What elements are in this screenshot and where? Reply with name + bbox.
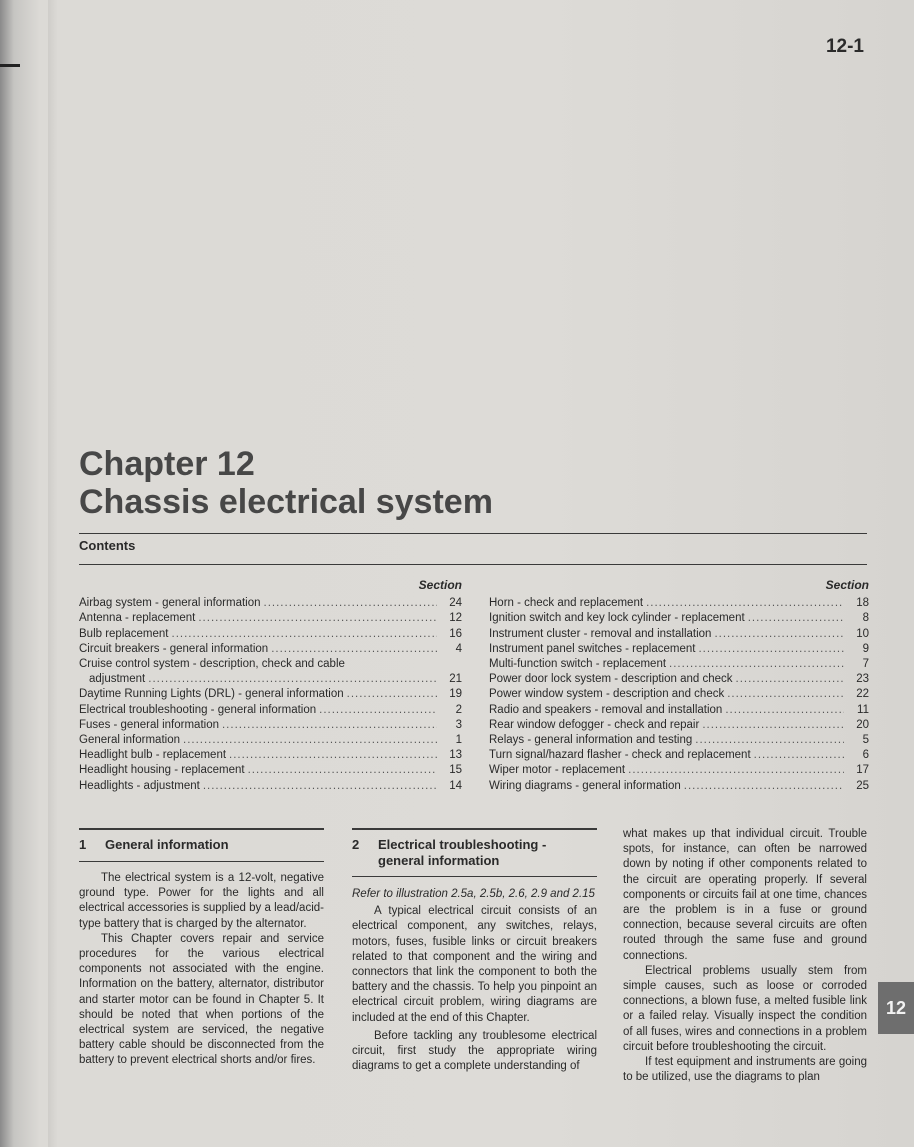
toc-entry: Instrument panel switches - replacement ..... 9 [489,642,869,657]
toc-entry: Wiring diagrams - general information ..... 25 [489,779,869,794]
paragraph: Before tackling any troublesome electrical circuit, first study the appropriate wiring diagrams to get a complete understanding of [352,1029,597,1073]
toc-entry: Bulb replacement ..... 16 [79,627,462,642]
paragraph: Electrical problems usually stem from simple causes, such as loose or corroded connections, a blown fuse, a melted fusible link or a failed relay. Visually inspect the condition of all fuses, wires and connections in a problem circuit before troubleshooting the circuit. [623,964,867,1053]
title-rule [79,533,867,534]
chapter-title: Chassis electrical system [79,483,493,521]
section2-top-rule [352,828,597,830]
toc-entry: Horn - check and replacement ..... 18 [489,596,869,611]
toc-entry: Radio and speakers - removal and installation ..... 11 [489,703,869,718]
toc-entry: Cruise control system - description, check and cable [79,658,345,671]
toc-right-column [489,578,869,794]
toc-entry: Electrical troubleshooting - general information ..... 2 [79,703,462,718]
toc-entry: Antenna - replacement ..... 12 [79,611,462,626]
section2-bottom-rule [352,876,597,877]
section2-title-line2: general information [378,853,500,868]
toc-entry: Fuses - general information ..... 3 [79,718,462,733]
page-edge-mark [0,64,20,67]
section1-top-rule [79,828,324,830]
contents-label: Contents [79,538,136,553]
toc-entry: Relays - general information and testing ..... 5 [489,733,869,748]
illustration-reference: Refer to illustration 2.5a, 2.5b, 2.6, 2.9 and 2.15 [352,888,595,900]
toc-entry: Instrument cluster - removal and installation ..... 10 [489,627,869,642]
binding-shadow [48,0,58,1147]
toc-entry: adjustment ..... 21 [79,672,462,687]
toc-entry: General information ..... 1 [79,733,462,748]
section2-number: 2 [352,837,360,852]
toc-entry: Headlights - adjustment ..... 14 [79,779,462,794]
chapter-number: Chapter 12 [79,445,255,483]
contents-rule [79,564,867,565]
toc-entry: Daytime Running Lights (DRL) - general information ..... 19 [79,687,462,702]
section2-title-line1: Electrical troubleshooting - [378,837,547,852]
paragraph: The electrical system is a 12-volt, negative ground type. Power for the lights and all electrical accessories is supplied by a lead/acid-type battery that is charged by the alternator. [79,872,324,930]
toc-section-header: Section [418,578,462,592]
toc-entry: Multi-function switch - replacement ..... 7 [489,657,869,672]
toc-entry: Power window system - description and check ..... 22 [489,687,869,702]
toc-entry: Headlight housing - replacement ..... 15 [79,763,462,778]
paragraph: what makes up that individual circuit. Trouble spots, for instance, can often be narrowed down by noting if other components related to the circuit are operating properly. If several components or circuits fail at one time, chances are the problem is in a fuse or ground connection, because several circuits are often routed through the same fuse and ground connections. [623,828,867,962]
page-number: 12-1 [825,36,864,57]
section2-heading [352,837,546,869]
section1-heading [79,837,229,853]
toc-entry: Wiper motor - replacement ..... 17 [489,763,869,778]
toc-entry: Rear window defogger - check and repair ..... 20 [489,718,869,733]
toc-entry: Headlight bulb - replacement ..... 13 [79,748,462,763]
section2-body-continued [623,827,867,1085]
toc-section-header: Section [825,578,869,592]
toc-entry: Power door lock system - description and check ..... 23 [489,672,869,687]
section2-body [352,887,597,1074]
chapter-tab: 12 [878,982,914,1034]
chapter-heading [79,445,493,521]
toc-entry: Circuit breakers - general information ..... 4 [79,642,462,657]
section1-number: 1 [79,837,87,852]
toc-entry: Airbag system - general information ..... 24 [79,596,462,611]
section1-body [79,871,324,1069]
section1-title: General information [105,837,229,852]
section1-bottom-rule [79,861,324,862]
paragraph: If test equipment and instruments are going to be utilized, use the diagrams to plan [623,1056,867,1084]
paragraph: This Chapter covers repair and service procedures for the various electrical components not associated with the engine. Information on the battery, alternator, distributor and starter motor can be found in Chapter 5. It should be noted that when portions of the electrical system are serviced, the negative battery cable should be disconnected from the battery to prevent electrical shorts and/or fires. [79,932,324,1067]
paragraph: A typical electrical circuit consists of an electrical component, any switches, relays, motors, fuses, fusible links or circuit breakers related to that component and the wiring and connectors that link the component to both the battery and the chassis. To help you pinpoint an electrical circuit problem, wiring diagrams are included at the end of this Chapter. [352,905,597,1024]
toc-left-column [79,578,462,794]
toc-entry: Ignition switch and key lock cylinder - replacement ..... 8 [489,611,869,626]
toc-entry: Turn signal/hazard flasher - check and replacement ..... 6 [489,748,869,763]
